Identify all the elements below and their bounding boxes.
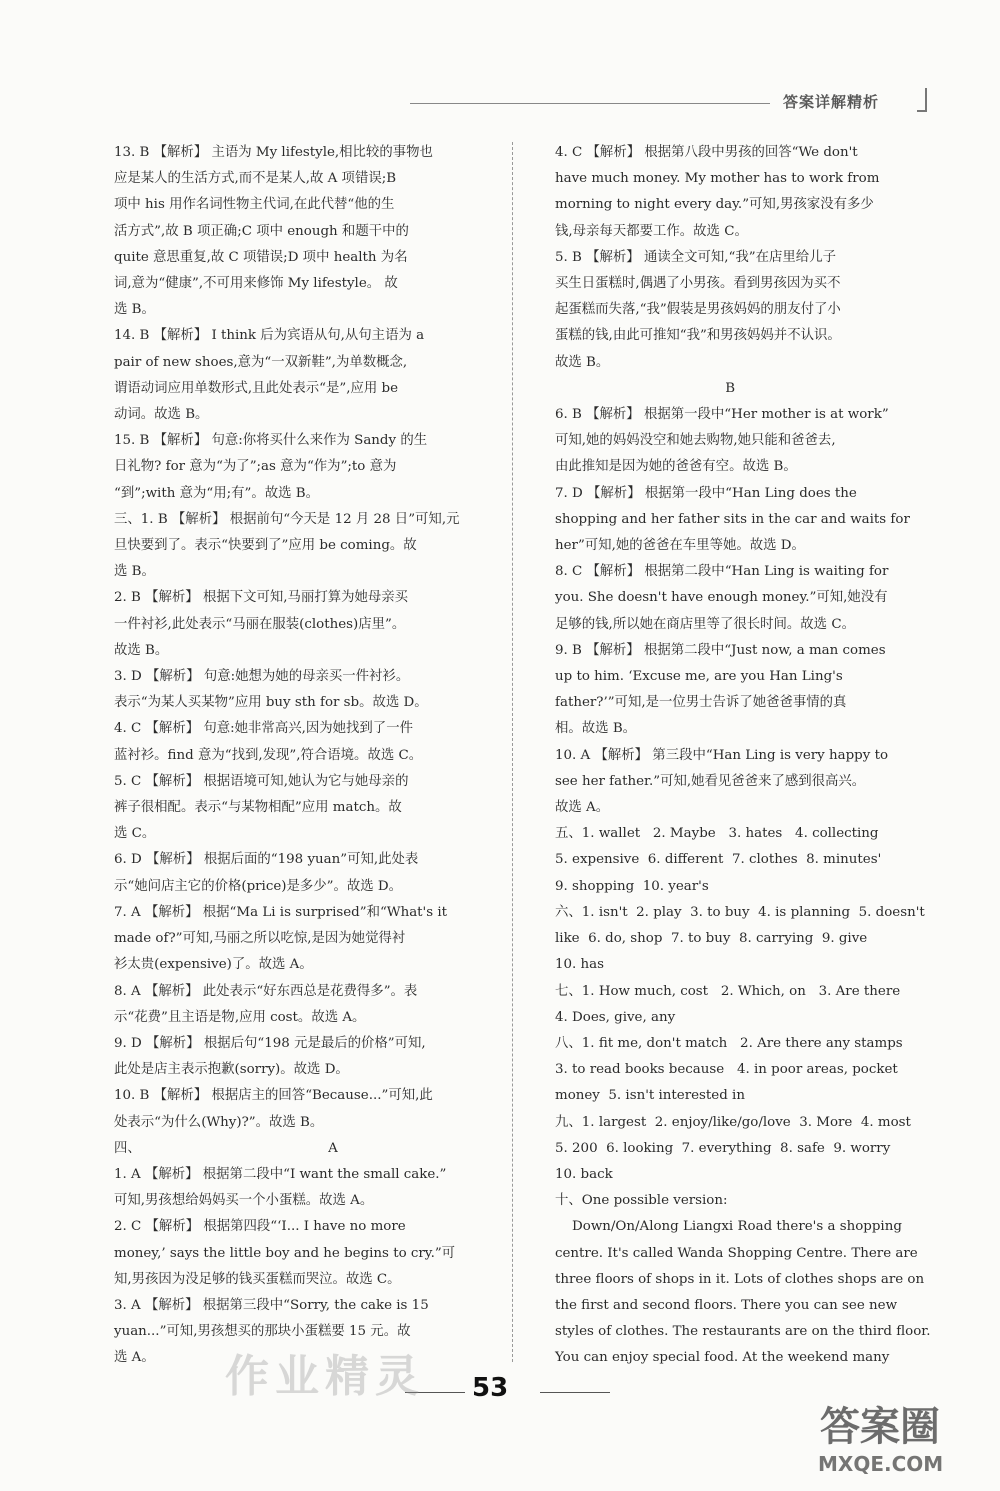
answer-line: 旦快要到了。表示“快要到了”应用 be coming。故 <box>114 538 417 554</box>
answer-line: father?’”可知,是一位男士告诉了她爸爸事情的真 <box>555 695 847 711</box>
answer-line: 钱,母亲每天都要工作。故选 C。 <box>555 223 748 239</box>
answer-line: money 5. isn't interested in <box>555 1088 745 1104</box>
answer-line: 故选 B。 <box>555 354 610 370</box>
left-answer-item <box>114 1031 496 1083</box>
left-answer-item <box>114 1162 496 1214</box>
right-answer-item <box>555 1188 930 1371</box>
answer-line: 选 B。 <box>114 564 155 580</box>
right-answer-item <box>555 638 930 743</box>
answer-line: styles of clothes. The restaurants are on the third floor. <box>555 1324 931 1340</box>
answer-line: have much money. My mother has to work from <box>555 171 880 187</box>
answer-line: 10. back <box>555 1166 613 1182</box>
answer-line: centre. It's called Wanda Shopping Centre. There are <box>555 1245 918 1261</box>
answer-line: 10. B 【解析】 根据店主的回答“Because...”可知,此 <box>114 1088 433 1104</box>
answer-line: 一件衬衫,此处表示“马丽在服装(clothes)店里”。 <box>114 616 406 632</box>
answer-line: up to him. ‘Excuse me, are you Han Ling's <box>555 669 843 685</box>
answer-line: 选 A。 <box>114 1350 155 1366</box>
answer-line: 买生日蛋糕时,偶遇了小男孩。看到男孩因为买不 <box>555 276 841 292</box>
answer-line: 8. C 【解析】 根据第二段中“Han Ling is waiting for <box>555 564 889 580</box>
answer-line: 2. B 【解析】 根据下文可知,马丽打算为她母亲买 <box>114 590 409 606</box>
answer-line: shopping and her father sits in the car and waits for <box>555 511 910 527</box>
answer-line: 六、1. isn't 2. play 3. to buy 4. is planning 5. doesn't <box>555 904 925 920</box>
header-rule <box>410 103 770 104</box>
answer-line: 4. C 【解析】 根据第八段中男孩的回答“We don't <box>555 145 858 160</box>
answer-line: like 6. do, shop 7. to buy 8. carrying 9. give <box>555 931 868 947</box>
right-answer-item <box>555 821 930 900</box>
answer-line: 9. shopping 10. year's <box>555 878 709 894</box>
left-answer-item <box>114 140 496 323</box>
answer-line: 5. 200 6. looking 7. everything 8. safe 9. worry <box>555 1140 891 1156</box>
answer-line: pair of new shoes,意为“一双新鞋”,为单数概念, <box>114 354 408 370</box>
answer-line: 谓语动词应用单数形式,且此处表示“是”,应用 be <box>114 380 398 396</box>
left-answer-item <box>114 323 496 428</box>
answer-line: 此处是店主表示抱歉(sorry)。故选 D。 <box>114 1062 349 1078</box>
answer-line: 可知,男孩想给妈妈买一个小蛋糕。故选 A。 <box>114 1193 374 1209</box>
answer-line: 蛋糕的钱,由此可推知“我”和男孩妈妈并不认识。 <box>555 328 841 344</box>
answer-line: 示“花费”且主语是物,应用 cost。故选 A。 <box>114 1009 366 1025</box>
answer-line: 7. D 【解析】 根据第一段中“Han Ling does the <box>555 485 857 501</box>
answer-line: 1. A 【解析】 根据第二段中“I want the small cake.” <box>114 1166 447 1182</box>
answer-line: 3. A 【解析】 根据第三段中“Sorry, the cake is 15 <box>114 1297 429 1313</box>
answer-line: 选 C。 <box>114 826 156 842</box>
answer-line: quite 意思重复,故 C 项错误;D 项中 health 为名 <box>114 249 408 265</box>
answer-line: 相。故选 B。 <box>555 721 637 737</box>
answer-line: 衫太贵(expensive)了。故选 A。 <box>114 957 313 973</box>
right-answer-item <box>555 900 930 979</box>
answer-line: 七、1. How much, cost 2. Which, on 3. Are there <box>555 983 901 999</box>
answer-line: 起蛋糕而失落,“我”假装是男孩妈妈的朋友付了小 <box>555 302 841 318</box>
answer-line: see her father.”可知,她看见爸爸来了感到很高兴。 <box>555 773 866 789</box>
answer-line: 4. C 【解析】 句意:她非常高兴,因为她找到了一件 <box>114 721 413 737</box>
answer-line: 八、1. fit me, don't match 2. Are there any stamps <box>555 1035 903 1051</box>
left-answer-item <box>114 1214 496 1293</box>
answer-line: money,’ says the little boy and he begins to cry.”可 <box>114 1245 456 1261</box>
answer-line: 知,男孩因为没足够的钱买蛋糕而哭泣。故选 C。 <box>114 1271 401 1287</box>
answer-line: You can enjoy special food. At the weekend many <box>555 1350 890 1366</box>
right-answer-item <box>555 743 930 822</box>
answer-line: 6. D 【解析】 根据后面的“198 yuan”可知,此处表 <box>114 852 419 868</box>
answer-line: yuan...”可知,男孩想买的那块小蛋糕要 15 元。故 <box>114 1324 411 1340</box>
watermark-center: 作业精灵 <box>225 1351 425 1402</box>
answer-line: 可知,她的妈妈没空和她去购物,她只能和爸爸去, <box>555 433 836 449</box>
answer-line: the first and second floors. There you can see new <box>555 1297 898 1313</box>
answer-line: 3. to read books because 4. in poor areas, pocket <box>555 1062 898 1078</box>
answer-line: 故选 A。 <box>555 800 610 816</box>
answer-line: 五、1. wallet 2. Maybe 3. hates 4. collecting <box>555 826 879 842</box>
answer-line: 5. B 【解析】 通读全文可知,“我”在店里给儿子 <box>555 249 836 265</box>
right-answer-item <box>555 1031 930 1110</box>
answer-line: 10. A 【解析】 第三段中“Han Ling is very happy to <box>555 747 889 763</box>
right-answer-item <box>555 559 930 638</box>
answer-line: 2. C 【解析】 根据第四段“‘I... I have no more <box>114 1219 406 1235</box>
left-answer-item <box>114 585 496 664</box>
answer-line: 项中 his 用作名词性物主代词,在此代替“他的生 <box>114 197 395 213</box>
right-answer-item <box>555 402 930 481</box>
answer-line: 活方式”,故 B 项正确;C 项中 enough 和题干中的 <box>114 223 409 239</box>
watermark-url: MXQE.COM <box>818 1452 944 1476</box>
answer-line: morning to night every day.”可知,男孩家没有多少 <box>555 197 874 213</box>
left-answer-item <box>114 664 496 716</box>
right-column <box>555 140 930 1372</box>
answer-line: “到”;with 意为“用;有”。故选 B。 <box>114 485 320 501</box>
answer-line: 三、1. B 【解析】 根据前句“今天是 12 月 28 日”可知,元 <box>114 511 460 527</box>
answer-line: 处表示“为什么(Why)?”。故选 B。 <box>114 1114 324 1130</box>
answer-line: 动词。故选 B。 <box>114 407 209 423</box>
answer-line: 裤子很相配。表示“与某物相配”应用 match。故 <box>114 800 402 816</box>
right-answer-item <box>555 481 930 560</box>
left-answer-item <box>114 716 496 768</box>
answer-line: 9. D 【解析】 根据后句“198 元是最后的价格”可知, <box>114 1035 426 1051</box>
right-answer-item <box>555 376 930 402</box>
answer-line: you. She doesn't have enough money.”可知,她没有 <box>555 590 888 606</box>
answer-line: 9. B 【解析】 根据第二段中“Just now, a man comes <box>555 642 886 658</box>
answer-line: 6. B 【解析】 根据第一段中“Her mother is at work” <box>555 407 889 423</box>
page-number: 53 <box>472 1373 509 1403</box>
answer-line: 日礼物? for 意为“为了”;as 意为“作为”;to 意为 <box>114 459 397 475</box>
answer-line: 3. D 【解析】 句意:她想为她的母亲买一件衬衫。 <box>114 669 410 685</box>
answer-line: 10. has <box>555 957 605 973</box>
answer-line: 表示“为某人买某物”应用 buy sth for sb。故选 D。 <box>114 695 428 711</box>
answer-line: 蓝衬衫。find 意为“找到,发现”,符合语境。故选 C。 <box>114 747 423 763</box>
answer-line: 8. A 【解析】 此处表示“好东西总是花费得多”。表 <box>114 983 418 999</box>
answer-line: B <box>555 380 736 396</box>
left-answer-item <box>114 769 496 848</box>
watermark-logo: 答案圈 <box>820 1404 940 1450</box>
answer-line: 十、One possible version: <box>555 1193 728 1209</box>
answer-line: 7. A 【解析】 根据“Ma Li is surprised”和“What's it <box>114 904 448 920</box>
right-answer-item <box>555 979 930 1031</box>
right-answer-item <box>555 245 930 376</box>
answer-line: three floors of shops in it. Lots of clothes shops are on <box>555 1271 925 1287</box>
answer-line: 足够的钱,所以她在商店里等了很长时间。故选 C。 <box>555 616 855 632</box>
answer-line: 选 B。 <box>114 302 155 318</box>
answer-line: 5. expensive 6. different 7. clothes 8. minutes' <box>555 852 882 868</box>
answer-line: 词,意为“健康”,不可用来修饰 My lifestyle。 故 <box>114 276 398 292</box>
header-title: 答案详解精析 <box>783 93 880 111</box>
answer-line: her”可知,她的爸爸在车里等她。故选 D。 <box>555 538 805 554</box>
page-number-rule-right <box>540 1392 610 1393</box>
answer-line: 四、 A <box>114 1140 338 1156</box>
answer-line: 4. Does, give, any <box>555 1009 676 1025</box>
left-answer-item <box>114 847 496 899</box>
left-column <box>114 140 496 1372</box>
column-divider <box>512 142 513 1362</box>
answer-line: made of?”可知,马丽之所以吃惊,是因为她觉得衬 <box>114 931 406 947</box>
answer-line: 示“她问店主它的价格(price)是多少”。故选 D。 <box>114 878 403 894</box>
left-answer-item <box>114 507 496 586</box>
answer-line: 13. B 【解析】 主语为 My lifestyle,相比较的事物也 <box>114 145 433 160</box>
answer-line: Down/On/Along Liangxi Road there's a shopping <box>555 1219 902 1235</box>
answer-line: 14. B 【解析】 I think 后为宾语从句,从句主语为 a <box>114 328 425 344</box>
left-answer-item <box>114 1083 496 1135</box>
answer-line: 故选 B。 <box>114 642 169 658</box>
left-answer-item <box>114 1136 496 1162</box>
answer-line: 5. C 【解析】 根据语境可知,她认为它与她母亲的 <box>114 773 409 789</box>
left-answer-item <box>114 428 496 507</box>
left-answer-item <box>114 900 496 979</box>
answer-line: 九、1. largest 2. enjoy/like/go/love 3. More 4. most <box>555 1114 911 1130</box>
answer-line: 应是某人的生活方式,而不是某人,故 A 项错误;B <box>114 171 397 187</box>
right-answer-item <box>555 140 930 245</box>
answer-line: 15. B 【解析】 句意:你将买什么来作为 Sandy 的生 <box>114 433 428 449</box>
answer-line: 由此推知是因为她的爸爸有空。故选 B。 <box>555 459 797 475</box>
header-bracket <box>917 88 927 112</box>
right-answer-item <box>555 1110 930 1189</box>
left-answer-item <box>114 979 496 1031</box>
